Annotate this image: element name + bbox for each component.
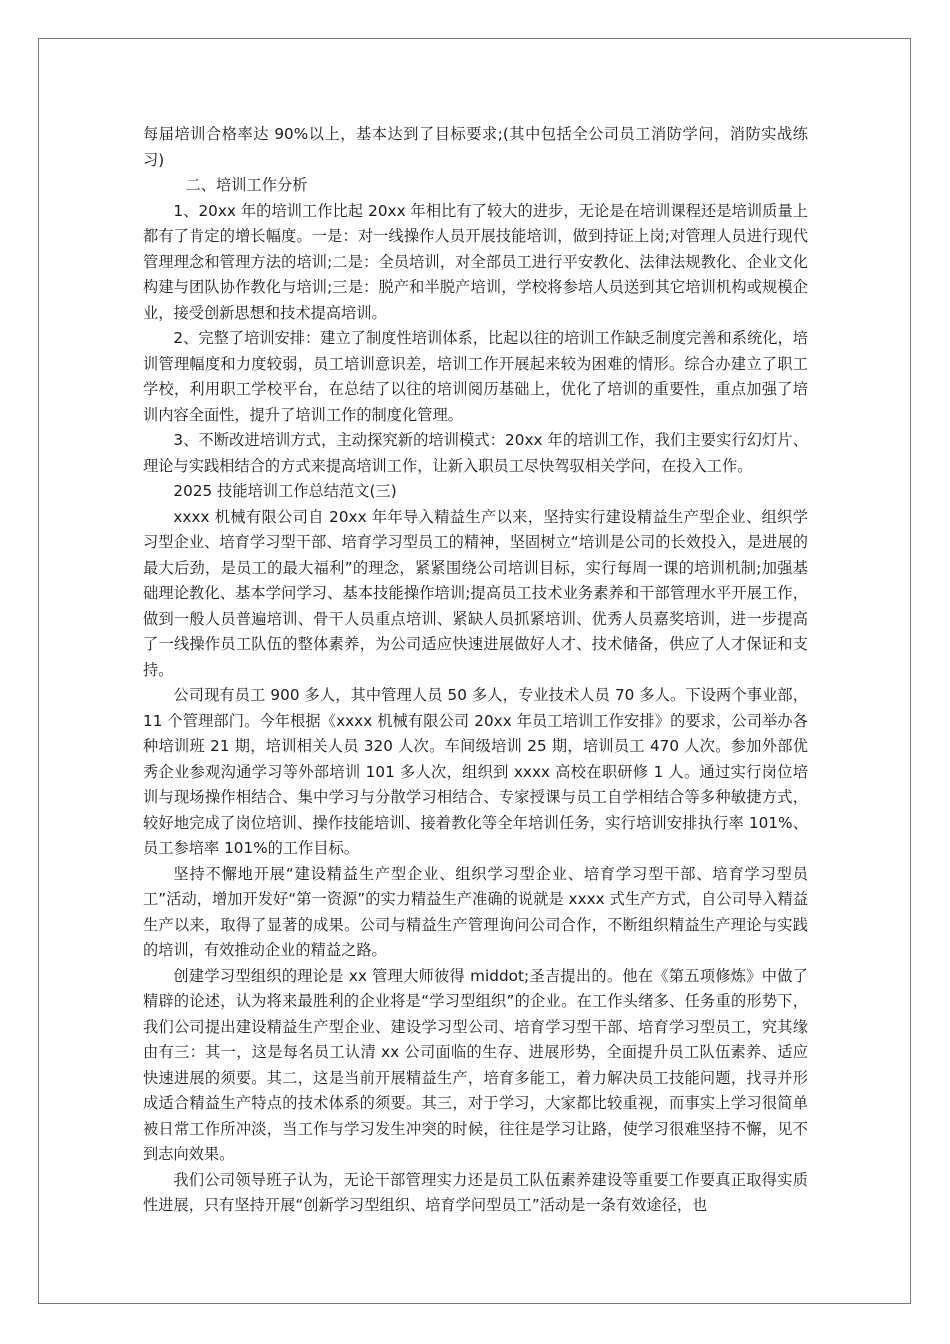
document-body — [143, 122, 808, 1219]
section-heading-training-analysis: 二、培训工作分析 — [185, 176, 308, 194]
paragraph-learning-organization: 创建学习型组织的理论是 xx 管理大师彼得 middot;圣吉提出的。他在《第五项修炼》中做了精辟的论述，认为将来最胜利的企业将是“学习型组织”的企业。在工作头绪多、任务重的形势下，我们公司提出建设精益生产型企业、建设学习型公司、培育学习型干部、培育学习型员工，究其缘由有三：其一，这是每名员工认清 xx 公司面临的生存、进展形势，全面提升员工队伍素养、适应快速进展的须要。其二，这是当前开展精益生产，培育多能工，着力解决员工技能问题，找寻并形成适合精益生产特点的技术体系的须要。其三，对于学习，大家都比较重视，而事实上学习很简单被日常工作所冲淡，当工作与学习发生冲突的时候，往往是学习让路，使学习很难坚持不懈，见不到志向效果。 — [143, 966, 808, 1163]
paragraph-leadership-view: 我们公司领导班子认为，无论干部管理实力还是员工队伍素养建设等重要工作要真正取得实质性进展，只有坚持开展“创新学习型组织、培育学问型员工”活动是一条有效途径，也 — [143, 1170, 808, 1214]
paragraph-continuation: 每届培训合格率达 90%以上，基本达到了目标要求;(其中包括全公司员工消防学问，消防实战练习) — [143, 125, 808, 169]
paragraph-analysis-1: 1、20xx 年的培训工作比起 20xx 年相比有了较大的进步，无论是在培训课程还是培训质量上都有了肯定的增长幅度。一是：对一线操作人员开展技能培训，做到持证上岗;对管理人员进行现代管理理念和管理方法的培训;二是：全员培训，对全部员工进行平安教化、法律法规教化、企业文化构建与团队协作教化与培训;三是：脱产和半脱产培训，学校将参培人员送到其它培训机构或规模企业，接受创新思想和技术提高培训。 — [143, 201, 808, 322]
paragraph-analysis-2: 2、完整了培训安排：建立了制度性培训体系，比起以往的培训工作缺乏制度完善和系统化，培训管理幅度和力度较弱，员工培训意识差，培训工作开展起来较为困难的情形。综合办建立了职工学校，利用职工学校平台，在总结了以往的培训阅历基础上，优化了培训的重要性，重点加强了培训内容全面性，提升了培训工作的制度化管理。 — [143, 329, 808, 424]
paragraph-lean-activity: 坚持不懈地开展“建设精益生产型企业、组织学习型企业、培育学习型干部、培育学习型员工”活动，增加开发好“第一资源”的实力精益生产准确的说就是 xxxx 式生产方式，自公司导入精益生产以来，取得了显著的成果。公司与精益生产管理询问公司合作，不断组织精益生产理论与实践的培训，有效推动企业的精益之路。 — [143, 864, 808, 959]
paragraph-analysis-3: 3、不断改进培训方式，主动探究新的培训模式：20xx 年的培训工作，我们主要实行幻灯片、理论与实践相结合的方式来提高培训工作，让新入职员工尽快驾驭相关学问，在投入工作。 — [143, 431, 808, 475]
section-title-sample-3: 2025 技能培训工作总结范文(三) — [173, 482, 397, 500]
paragraph-company-intro: xxxx 机械有限公司自 20xx 年年导入精益生产以来，坚持实行建设精益生产型企业、组织学习型企业、培育学习型干部、培育学习型员工的精神，坚固树立“培训是公司的长效投入，是进展的最大后劲，是员工的最大福利”的理念，紧紧围绕公司培训目标，实行每周一课的培训机制;加强基础理论教化、基本学问学习、基本技能操作培训;提高员工技术业务素养和干部管理水平开展工作，做到一般人员普遍培训、骨干人员重点培训、紧缺人员抓紧培训、优秀人员嘉奖培训，进一步提高了一线操作员工队伍的整体素养，为公司适应快速进展做好人才、技术储备，供应了人才保证和支持。 — [143, 507, 808, 679]
paragraph-staff-statistics: 公司现有员工 900 多人，其中管理人员 50 多人，专业技术人员 70 多人。下设两个事业部，11 个管理部门。今年根据《xxxx 机械有限公司 20xx 年员工培训工作安排》的要求，公司举办各种培训班 21 期，培训相关人员 320 人次。车间级培训 25 期，培训员工 470 人次。参加外部优秀企业参观沟通学习等外部培训 101 多人次，组织到 xxxx 高校在职研修 1 人。通过实行岗位培训与现场操作相结合、集中学习与分散学习相结合、专家授课与员工自学相结合等多种敏捷方式，较好地完成了岗位培训、操作技能培训、接着教化等全年培训任务，实行培训安排执行率 101%、员工参培率 101%的工作目标。 — [143, 686, 808, 857]
